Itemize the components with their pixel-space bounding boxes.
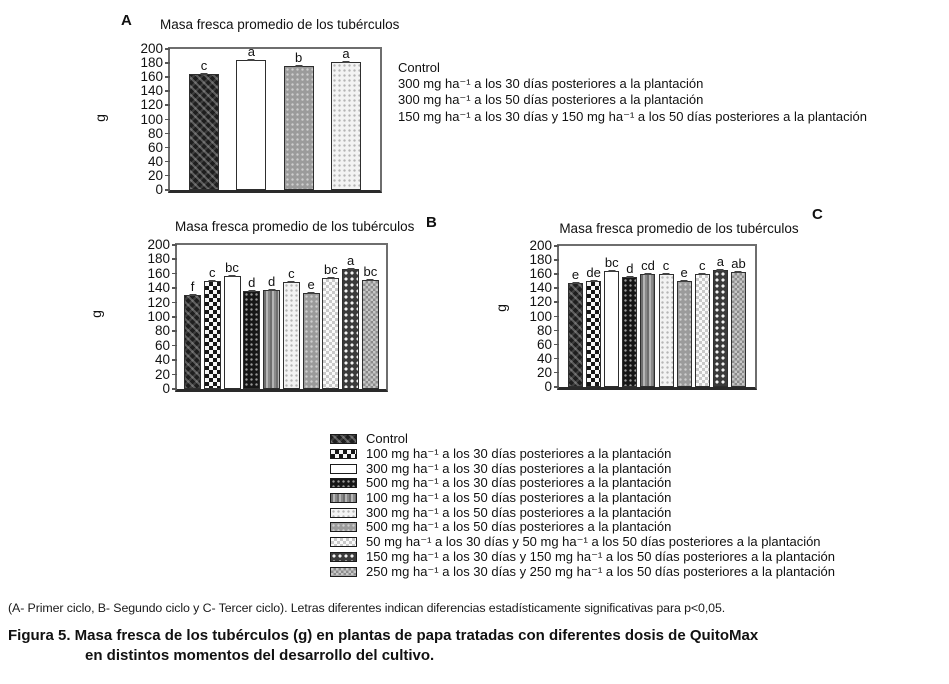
legend-swatch — [330, 493, 357, 503]
error-bar-cap — [342, 61, 349, 63]
sig-letter: cd — [641, 258, 655, 273]
error-bar-cap — [572, 282, 579, 284]
legend-swatch — [330, 537, 357, 547]
sig-letter: e — [307, 277, 315, 292]
bar-b-4 — [243, 275, 260, 389]
y-axis-label-a: g — [91, 114, 108, 122]
error-bar-cap — [681, 280, 688, 282]
bars-container — [177, 245, 386, 389]
bar-c-9 — [713, 254, 728, 387]
error-bar-cap — [268, 289, 275, 291]
bar-b-9 — [342, 253, 359, 389]
bar-b-10 — [362, 264, 379, 389]
error-bar-cap — [295, 65, 302, 67]
sig-letter: d — [267, 274, 276, 289]
sig-letter: c — [209, 265, 216, 280]
bar-c-10 — [731, 256, 746, 387]
bars-container — [559, 246, 755, 387]
legend-swatch — [330, 567, 357, 577]
legend-row-10 — [330, 564, 835, 579]
bar-c-1 — [568, 267, 583, 387]
y-tick-label: 60 — [154, 337, 170, 353]
plot-area-chart-b — [147, 237, 388, 396]
y-tick-label: 180 — [529, 252, 552, 268]
y-tick-label: 100 — [147, 309, 170, 324]
legend-row-7 — [330, 520, 835, 535]
legend-chart-a — [398, 60, 867, 125]
sig-letter: e — [571, 267, 580, 282]
y-tick-label: 100 — [140, 111, 163, 127]
error-bar-cap — [229, 275, 236, 277]
legend-item-a-2: 300 mg ha⁻¹ a los 30 días posteriores a la plantación — [398, 76, 704, 92]
sig-letter: bc — [604, 255, 619, 270]
y-tick-label: 40 — [147, 153, 163, 169]
error-bar-cap — [717, 269, 724, 271]
y-tick-label: 20 — [536, 364, 552, 380]
sig-letter: a — [347, 253, 355, 268]
y-tick-label: 80 — [536, 322, 552, 338]
legend-label: 250 mg ha⁻¹ a los 30 días y 250 mg ha⁻¹ a los 50 días posteriores a la plantación — [366, 563, 835, 579]
chart-title-a: Masa fresca promedio de los tubérculos — [160, 17, 400, 32]
sig-letter: b — [295, 50, 303, 65]
y-tick-label: 140 — [529, 280, 552, 296]
y-tick-label: 20 — [147, 167, 163, 183]
legend-row-8 — [330, 535, 835, 550]
legend-label: 500 mg ha⁻¹ a los 30 días posteriores a la plantación — [366, 475, 672, 491]
sig-letter: c — [200, 58, 208, 73]
error-bar-cap — [308, 292, 315, 294]
legend-row-4 — [330, 476, 835, 491]
panel-label-c: C — [812, 206, 823, 223]
y-tick-label: 100 — [529, 308, 552, 324]
legend-row-2 — [330, 447, 835, 462]
y-tick-label: 120 — [147, 294, 170, 310]
y-tick-label: 80 — [147, 125, 163, 141]
legend-row-3 — [330, 461, 835, 476]
bar-b-7 — [303, 277, 320, 389]
y-tick-label: 200 — [529, 238, 552, 253]
error-bar-cap — [248, 290, 255, 292]
y-tick-label: 60 — [536, 336, 552, 352]
error-bar-cap — [367, 279, 374, 281]
sig-letter: bc — [323, 262, 338, 277]
error-bar-cap — [608, 270, 615, 272]
error-bar-cap — [699, 273, 706, 275]
panel-label-b: B — [426, 214, 437, 231]
sig-letter: e — [680, 265, 688, 280]
y-tick-label: 160 — [140, 69, 163, 85]
chart-title-c: Masa fresca promedio de los tubérculos — [559, 221, 799, 236]
error-bar-cap — [347, 268, 354, 270]
bar-b-2 — [204, 265, 221, 389]
y-tick-label: 120 — [529, 294, 552, 310]
y-tick-label: 180 — [147, 251, 170, 267]
y-tick-label: 40 — [154, 352, 170, 368]
error-bar-cap — [590, 280, 597, 282]
figure-caption-line2: en distintos momentos del desarrollo del cultivo. — [85, 647, 435, 664]
legend-label: 150 mg ha⁻¹ a los 30 días y 150 mg ha⁻¹ a los 50 días posteriores a la plantación — [366, 548, 835, 564]
y-axis-label-c: g — [492, 304, 509, 312]
plot-area-chart-c — [529, 238, 757, 394]
y-tick-label: 120 — [140, 97, 163, 113]
bar-b-5 — [263, 274, 280, 389]
figure-note: (A- Primer ciclo, B- Segundo ciclo y C- Tercer ciclo). Letras diferentes indican diferencias estadísticamente significativas para p<0,05. — [8, 601, 726, 615]
legend-row-5 — [330, 491, 835, 506]
legend-label: 300 mg ha⁻¹ a los 50 días posteriores a la plantación — [366, 504, 672, 520]
y-tick-label: 140 — [140, 83, 163, 99]
sig-letter: a — [247, 44, 255, 59]
bar-a-3 — [284, 50, 314, 190]
bar-c-5 — [640, 258, 655, 387]
legend-bottom — [330, 432, 835, 579]
legend-swatch — [330, 434, 357, 444]
bar-b-8 — [322, 262, 339, 389]
sig-letter: a — [342, 46, 350, 61]
bar-a-2 — [236, 44, 266, 190]
legend-row-6 — [330, 505, 835, 520]
sig-letter: ab — [731, 256, 746, 271]
error-bar-cap — [248, 59, 255, 61]
sig-letter: de — [586, 265, 601, 280]
y-tick-label: 40 — [536, 350, 552, 366]
sig-letter: a — [716, 254, 724, 269]
bar-c-8 — [695, 258, 710, 387]
bar-b-3 — [224, 260, 241, 389]
y-tick-label: 80 — [154, 323, 170, 339]
bar-a-4 — [331, 46, 361, 190]
error-bar-cap — [626, 276, 633, 278]
error-bar-cap — [327, 277, 334, 279]
figure-caption-line1: Figura 5. Masa fresca de los tubérculos (g) en plantas de papa tratadas con diferentes dosis de QuitoMax — [8, 627, 759, 644]
y-tick-label: 160 — [147, 265, 170, 281]
legend-item-a-1: Control — [398, 60, 440, 75]
legend-swatch — [330, 508, 357, 518]
sig-letter: f — [190, 279, 195, 294]
y-tick-label: 0 — [162, 381, 170, 396]
legend-row-9 — [330, 550, 835, 565]
bar-c-3 — [604, 255, 619, 387]
y-tick-label: 180 — [140, 55, 163, 71]
y-tick-label: 200 — [147, 237, 170, 252]
error-bar-cap — [201, 73, 208, 75]
legend-label: 300 mg ha⁻¹ a los 30 días posteriores a la plantación — [366, 460, 672, 476]
legend-label: 500 mg ha⁻¹ a los 50 días posteriores a la plantación — [366, 519, 672, 535]
legend-swatch — [330, 552, 357, 562]
bar-c-7 — [677, 265, 692, 387]
bar-b-6 — [283, 266, 300, 389]
sig-letter: bc — [363, 264, 378, 279]
y-axis-label-b: g — [87, 310, 104, 318]
bar-c-4 — [622, 261, 637, 387]
legend-label: 100 mg ha⁻¹ a los 50 días posteriores a la plantación — [366, 490, 672, 506]
y-tick-label: 140 — [147, 280, 170, 296]
bar-c-2 — [586, 265, 601, 387]
error-bar-cap — [288, 281, 295, 283]
legend-swatch — [330, 449, 357, 459]
y-tick-label: 0 — [544, 379, 552, 394]
y-tick-label: 0 — [155, 182, 163, 197]
error-bar-cap — [644, 273, 651, 275]
sig-letter: d — [248, 275, 256, 290]
bars-container — [170, 44, 380, 190]
y-tick-label: 20 — [154, 366, 170, 382]
legend-item-a-3: 300 mg ha⁻¹ a los 50 días posteriores a la plantación — [398, 92, 704, 108]
sig-letter: d — [626, 261, 634, 276]
sig-letter: c — [662, 258, 670, 273]
legend-label: 100 mg ha⁻¹ a los 30 días posteriores a la plantación — [366, 446, 672, 462]
legend-item-a-4: 150 mg ha⁻¹ a los 30 días y 150 mg ha⁻¹ a los 50 días posteriores a la plantación — [398, 108, 867, 124]
legend-swatch — [330, 522, 357, 532]
panel-label-a: A — [121, 12, 132, 29]
error-bar-cap — [663, 273, 670, 275]
sig-letter: c — [288, 266, 295, 281]
bar-c-6 — [659, 258, 674, 387]
sig-letter: bc — [225, 260, 239, 275]
plot-area-chart-a — [140, 41, 382, 197]
sig-letter: c — [699, 258, 706, 273]
legend-swatch — [330, 478, 357, 488]
legend-row-1 — [330, 432, 835, 447]
legend-label: 50 mg ha⁻¹ a los 30 días y 50 mg ha⁻¹ a los 50 días posteriores a la plantación — [366, 534, 821, 550]
legend-swatch — [330, 464, 357, 474]
bar-b-1 — [184, 279, 201, 389]
legend-label: Control — [366, 431, 408, 447]
y-tick-label: 60 — [147, 139, 163, 155]
error-bar-cap — [735, 271, 742, 273]
bar-a-1 — [189, 58, 219, 190]
error-bar-cap — [189, 294, 196, 296]
error-bar-cap — [209, 280, 216, 282]
chart-title-b: Masa fresca promedio de los tubérculos — [175, 219, 415, 234]
y-tick-label: 200 — [140, 41, 163, 56]
y-tick-label: 160 — [529, 266, 552, 282]
